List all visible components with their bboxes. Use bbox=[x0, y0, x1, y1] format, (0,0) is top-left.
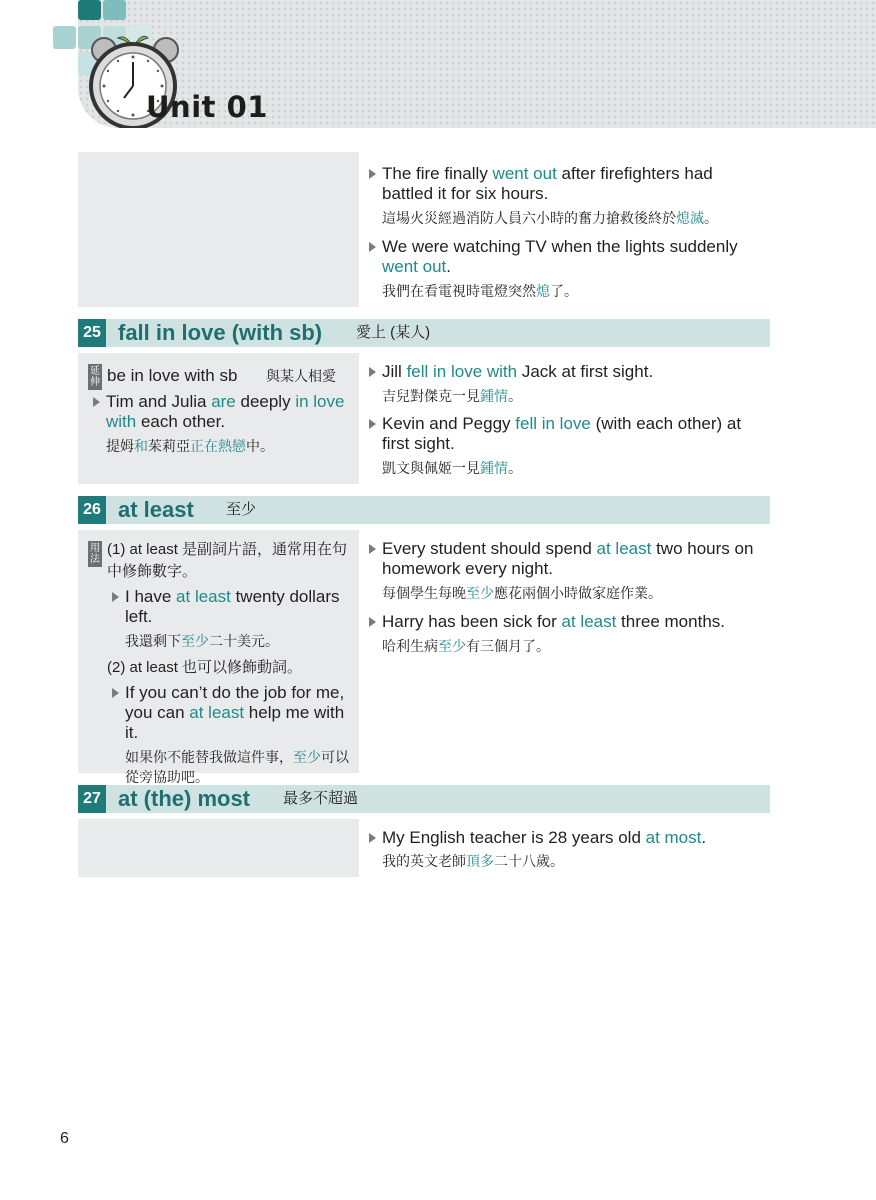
example-en: Harry has been sick for at least three months. bbox=[382, 612, 725, 631]
example-en: The fire finally went out after firefighters had battled it for six hours. bbox=[382, 164, 713, 203]
example-sentence bbox=[382, 237, 767, 301]
entry-number: 26 bbox=[78, 496, 106, 524]
entry-meaning: 至少 bbox=[226, 501, 257, 518]
highlight-phrase: in love with bbox=[106, 392, 345, 431]
example-sentence bbox=[382, 362, 767, 406]
deco-square bbox=[103, 0, 126, 20]
highlight-phrase: 至少 bbox=[466, 585, 494, 601]
highlight-phrase: at least bbox=[189, 703, 245, 722]
example-en: Tim and Julia are deeply in love with each other. bbox=[106, 392, 345, 431]
highlight-phrase: went out bbox=[492, 164, 557, 183]
bullet-triangle-icon bbox=[369, 242, 376, 252]
example-zh: 我還剩下至少二十美元。 bbox=[125, 633, 279, 649]
highlight-phrase: 至少 bbox=[293, 749, 321, 765]
highlight-phrase: 熄滅 bbox=[676, 210, 704, 226]
entry-meaning: 最多不超過 bbox=[283, 790, 359, 807]
usage-example bbox=[125, 587, 350, 651]
highlight-phrase: fell in love with bbox=[406, 362, 518, 381]
entry-header-26 bbox=[78, 496, 770, 524]
entry-header-27 bbox=[78, 785, 770, 813]
highlight-phrase: 熄 bbox=[536, 283, 550, 299]
entry-phrase: at (the) most bbox=[118, 786, 250, 811]
example-sentence bbox=[382, 164, 767, 228]
bullet-triangle-icon bbox=[369, 833, 376, 843]
example-zh: 凱文與佩姬一見鍾情。 bbox=[382, 460, 522, 476]
extension-example bbox=[106, 392, 351, 456]
example-en: I have at least twenty dollars left. bbox=[125, 587, 340, 626]
extension-meaning: 與某人相愛 bbox=[266, 368, 336, 384]
extension-tag: 延伸 bbox=[90, 366, 100, 388]
example-zh: 如果你不能替我做這件事，至少可以從旁協助吧。 bbox=[125, 749, 349, 785]
entry-header-25 bbox=[78, 319, 770, 347]
example-zh: 提姆和茱莉亞正在熱戀中。 bbox=[106, 438, 274, 454]
usage-note: (1) at least 是副詞片語，通常用在句中修飾數字。 bbox=[107, 541, 348, 580]
entry-meaning: 愛上 (某人) bbox=[356, 324, 431, 341]
page-number: 6 bbox=[60, 1130, 69, 1147]
example-zh: 哈利生病至少有三個月了。 bbox=[382, 638, 550, 654]
example-sentence bbox=[382, 612, 767, 656]
highlight-phrase: at least bbox=[561, 612, 617, 631]
highlight-phrase: fell in love bbox=[515, 414, 591, 433]
highlight-phrase: 鍾情 bbox=[480, 460, 508, 476]
highlight-phrase: went out bbox=[382, 257, 447, 276]
deco-square bbox=[53, 26, 76, 49]
entry-number: 25 bbox=[78, 319, 106, 347]
example-zh: 我的英文老師頂多二十八歲。 bbox=[382, 853, 564, 869]
highlight-phrase: 正在熱戀 bbox=[190, 438, 246, 454]
example-zh: 這場火災經過消防人員六小時的奮力搶救後終於熄滅。 bbox=[382, 210, 718, 226]
example-sentence bbox=[382, 414, 767, 478]
bullet-triangle-icon bbox=[369, 617, 376, 627]
highlight-phrase: at most bbox=[645, 828, 702, 847]
usage-note: (2) at least 也可以修飾動詞。 bbox=[107, 659, 303, 676]
bullet-triangle-icon bbox=[112, 592, 119, 602]
highlight-phrase: 至少 bbox=[438, 638, 466, 654]
example-sentence bbox=[382, 828, 767, 871]
entry-phrase: at least bbox=[118, 497, 194, 522]
example-en: My English teacher is 28 years old at most. bbox=[382, 828, 707, 847]
example-en: If you can’t do the job for me, you can at least help me with it. bbox=[125, 683, 345, 742]
left-cell bbox=[78, 819, 359, 877]
highlight-phrase: are bbox=[211, 392, 236, 411]
usage-tag: 用法 bbox=[90, 543, 100, 565]
example-en: Every student should spend at least two hours on homework every night. bbox=[382, 539, 754, 578]
extension-phrase: be in love with sb bbox=[107, 366, 238, 385]
bullet-triangle-icon bbox=[93, 397, 100, 407]
highlight-phrase: 鍾情 bbox=[480, 388, 508, 404]
example-en: Jill fell in love with Jack at first sight. bbox=[382, 362, 654, 381]
example-sentence bbox=[382, 539, 762, 603]
highlight-phrase: 和 bbox=[134, 438, 148, 454]
bullet-triangle-icon bbox=[112, 688, 119, 698]
example-en: We were watching TV when the lights suddenly went out. bbox=[382, 237, 738, 276]
example-zh: 吉兒對傑克一見鍾情。 bbox=[382, 388, 522, 404]
left-cell bbox=[78, 152, 359, 307]
example-zh: 我們在看電視時電燈突然熄了。 bbox=[382, 283, 578, 299]
bullet-triangle-icon bbox=[369, 169, 376, 179]
unit-title: Unit 01 bbox=[146, 90, 268, 124]
highlight-phrase: 至少 bbox=[181, 633, 209, 649]
deco-square bbox=[78, 0, 101, 20]
bullet-triangle-icon bbox=[369, 419, 376, 429]
bullet-triangle-icon bbox=[369, 367, 376, 377]
usage-example bbox=[125, 683, 355, 787]
example-en: Kevin and Peggy fell in love (with each other) at first sight. bbox=[382, 414, 742, 453]
entry-phrase: fall in love (with sb) bbox=[118, 320, 323, 345]
example-zh: 每個學生每晚至少應花兩個小時做家庭作業。 bbox=[382, 585, 662, 601]
bullet-triangle-icon bbox=[369, 544, 376, 554]
highlight-phrase: at least bbox=[596, 539, 652, 558]
highlight-phrase: at least bbox=[176, 587, 231, 606]
entry-number: 27 bbox=[78, 785, 106, 813]
highlight-phrase: 頂多 bbox=[466, 853, 494, 869]
